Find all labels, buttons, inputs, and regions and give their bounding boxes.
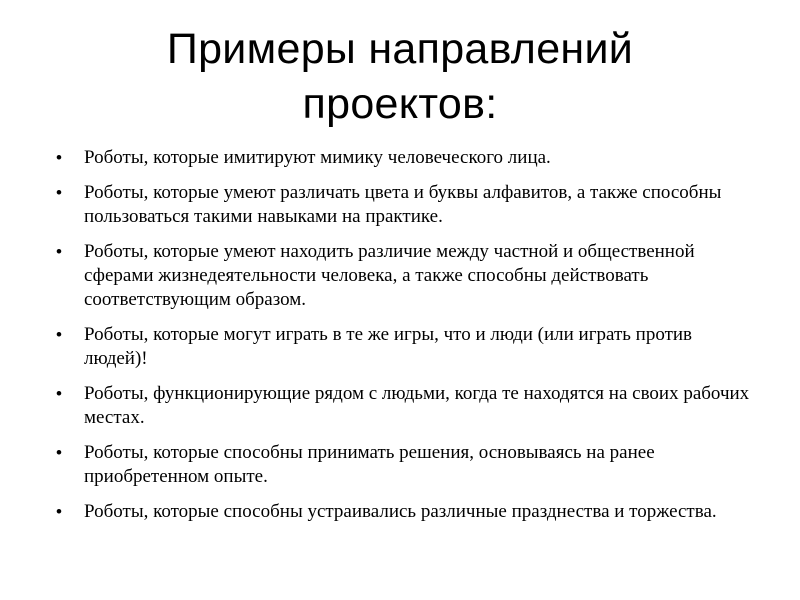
bullet-item: • Роботы, которые способны принимать решения, основываясь на ранее приобретенном опыте. — [56, 441, 756, 489]
slide-title-line-2: проектов: — [302, 80, 498, 128]
bullet-item: • Роботы, которые могут играть в те же игры, что и люди (или играть против людей)! — [56, 323, 756, 371]
bullet-item: • Роботы, которые имитируют мимику человеческого лица. — [56, 146, 756, 170]
bullet-item: • Роботы, которые способны устраивались различные празднества и торжества. — [56, 500, 756, 524]
bullet-item: • Роботы, которые умеют различать цвета и буквы алфавитов, а также способны пользоваться такими навыками на практике. — [56, 181, 756, 229]
slide-title — [60, 22, 740, 132]
bullet-item: • Роботы, которые умеют находить различие между частной и общественной сферами жизнедеятельности человека, а также способны действовать соответствующим образом. — [56, 240, 756, 312]
bullet-item: • Роботы, функционирующие рядом с людьми, когда те находятся на своих рабочих местах. — [56, 382, 756, 430]
slide-title-line-1: Примеры направлений — [166, 25, 634, 73]
bullet-list — [56, 146, 756, 535]
